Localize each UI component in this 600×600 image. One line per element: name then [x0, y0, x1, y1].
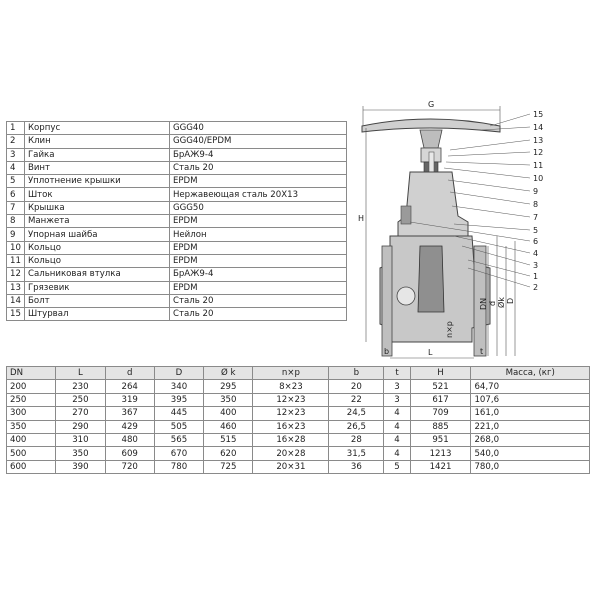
- dim-nxp: n×p: [445, 321, 454, 338]
- dimension-cell: 3: [384, 380, 410, 393]
- dimension-cell: 28: [329, 433, 384, 446]
- callout-number: 3: [533, 261, 539, 270]
- part-number: 13: [7, 281, 25, 294]
- dimension-row: [7, 393, 590, 406]
- dimension-cell: 16×23: [253, 420, 329, 433]
- part-material: Нержавеющая сталь 20Х13: [169, 188, 346, 201]
- dimension-cell: 3: [384, 393, 410, 406]
- dim-H: H: [358, 214, 365, 223]
- dimension-cell: 780,0: [471, 460, 590, 473]
- part-number: 14: [7, 294, 25, 307]
- dimension-row: [7, 407, 590, 420]
- dimension-cell: 505: [154, 420, 203, 433]
- callout-leader: [448, 180, 530, 191]
- dimension-row: [7, 460, 590, 473]
- part-material: EPDM: [169, 175, 346, 188]
- part-number: 2: [7, 135, 25, 148]
- dimension-cell: 620: [204, 447, 253, 460]
- callout-leader: [450, 192, 530, 204]
- callout-leader: [446, 162, 530, 165]
- dimension-cell: 521: [410, 380, 471, 393]
- part-row: [7, 241, 347, 254]
- callout-number: 6: [533, 237, 539, 246]
- dimension-cell: 725: [204, 460, 253, 473]
- dimension-cell: 1421: [410, 460, 471, 473]
- dimension-cell: 264: [105, 380, 154, 393]
- part-material: EPDM: [169, 241, 346, 254]
- dimension-cell: 600: [7, 460, 56, 473]
- dimension-cell: 445: [154, 407, 203, 420]
- dimension-cell: 720: [105, 460, 154, 473]
- callout-number: 13: [533, 136, 544, 145]
- dim-d: d: [488, 300, 497, 306]
- dimension-header: b: [329, 367, 384, 380]
- part-row: [7, 122, 347, 135]
- part-number: 10: [7, 241, 25, 254]
- dimension-header: DN: [7, 367, 56, 380]
- dimension-cell: 161,0: [471, 407, 590, 420]
- callout-number: 8: [533, 200, 539, 209]
- part-material: GGG50: [169, 201, 346, 214]
- dimension-cell: 4: [384, 407, 410, 420]
- callout-number: 4: [533, 249, 539, 258]
- dim-b: b: [384, 347, 390, 356]
- dimension-cell: 390: [56, 460, 105, 473]
- callout-number: 7: [533, 213, 539, 222]
- part-name: Винт: [24, 161, 169, 174]
- dimension-cell: 24,5: [329, 407, 384, 420]
- part-row: [7, 148, 347, 161]
- part-number: 12: [7, 268, 25, 281]
- dimension-cell: 617: [410, 393, 471, 406]
- dimension-header: Ø k: [204, 367, 253, 380]
- part-name: Штурвал: [24, 308, 169, 321]
- bonnet: [398, 172, 468, 236]
- dimension-cell: 350: [56, 447, 105, 460]
- dimension-row: [7, 447, 590, 460]
- dimension-cell: 460: [204, 420, 253, 433]
- dimension-cell: 12×23: [253, 407, 329, 420]
- dimension-cell: 1213: [410, 447, 471, 460]
- dimension-cell: 64,70: [471, 380, 590, 393]
- dimension-cell: 350: [204, 393, 253, 406]
- bonnet-bolt: [401, 206, 411, 224]
- part-row: [7, 201, 347, 214]
- part-name: Грязевик: [24, 281, 169, 294]
- part-row: [7, 254, 347, 267]
- part-number: 1: [7, 122, 25, 135]
- dimension-cell: 609: [105, 447, 154, 460]
- dimension-cell: 22: [329, 393, 384, 406]
- callout-leader: [452, 206, 530, 217]
- part-material: EPDM: [169, 254, 346, 267]
- part-name: Болт: [24, 294, 169, 307]
- callout-number: 10: [533, 174, 544, 183]
- port-circle: [397, 287, 415, 305]
- dim-G: G: [428, 100, 435, 109]
- dimension-header: d: [105, 367, 154, 380]
- callout-number: 9: [533, 187, 539, 196]
- dimension-cell: 4: [384, 447, 410, 460]
- part-number: 15: [7, 308, 25, 321]
- part-name: Клин: [24, 135, 169, 148]
- dimension-cell: 780: [154, 460, 203, 473]
- dimension-cell: 250: [7, 393, 56, 406]
- part-material: EPDM: [169, 215, 346, 228]
- dimension-header: Масса, (кг): [471, 367, 590, 380]
- dimension-cell: 31,5: [329, 447, 384, 460]
- dimension-cell: 16×28: [253, 433, 329, 446]
- part-number: 8: [7, 215, 25, 228]
- dimension-cell: 400: [204, 407, 253, 420]
- part-row: [7, 308, 347, 321]
- dimension-cell: 540,0: [471, 447, 590, 460]
- dimension-cell: 300: [7, 407, 56, 420]
- dimension-cell: 367: [105, 407, 154, 420]
- part-number: 5: [7, 175, 25, 188]
- part-name: Кольцо: [24, 241, 169, 254]
- dim-L: L: [428, 348, 433, 357]
- part-number: 11: [7, 254, 25, 267]
- part-name: Манжета: [24, 215, 169, 228]
- dimension-cell: 230: [56, 380, 105, 393]
- wedge: [418, 246, 444, 312]
- dimension-cell: 12×23: [253, 393, 329, 406]
- gate-valve-drawing: [350, 96, 600, 364]
- dimension-cell: 319: [105, 393, 154, 406]
- dimension-row: [7, 420, 590, 433]
- dim-D: D: [506, 297, 515, 304]
- dimension-cell: 8×23: [253, 380, 329, 393]
- dimension-cell: 310: [56, 433, 105, 446]
- part-name: Уплотнение крышки: [24, 175, 169, 188]
- dimension-cell: 20×28: [253, 447, 329, 460]
- part-row: [7, 215, 347, 228]
- part-material: Сталь 20: [169, 294, 346, 307]
- dimension-cell: 5: [384, 460, 410, 473]
- callout-leader: [444, 168, 530, 178]
- dimension-header: n×p: [253, 367, 329, 380]
- part-material: БрАЖ9-4: [169, 268, 346, 281]
- part-name: Кольцо: [24, 254, 169, 267]
- dimension-cell: 250: [56, 393, 105, 406]
- dimension-cell: 951: [410, 433, 471, 446]
- part-name: Упорная шайба: [24, 228, 169, 241]
- callout-leader: [490, 114, 530, 126]
- callout-number: 11: [533, 161, 544, 170]
- dimension-row: [7, 380, 590, 393]
- dimension-cell: 20×31: [253, 460, 329, 473]
- part-material: Сталь 20: [169, 308, 346, 321]
- dimension-cell: 270: [56, 407, 105, 420]
- dimension-cell: 200: [7, 380, 56, 393]
- dimension-header: t: [384, 367, 410, 380]
- callout-leader: [448, 152, 530, 156]
- part-row: [7, 294, 347, 307]
- part-number: 6: [7, 188, 25, 201]
- dimension-cell: 4: [384, 420, 410, 433]
- dimension-header: D: [154, 367, 203, 380]
- dimension-cell: 500: [7, 447, 56, 460]
- dim-t: t: [480, 347, 484, 356]
- part-material: EPDM: [169, 281, 346, 294]
- callout-leader: [450, 140, 530, 150]
- dimension-cell: 26,5: [329, 420, 384, 433]
- dimension-cell: 20: [329, 380, 384, 393]
- part-row: [7, 135, 347, 148]
- part-name: Крышка: [24, 201, 169, 214]
- part-number: 3: [7, 148, 25, 161]
- part-row: [7, 188, 347, 201]
- part-name: Корпус: [24, 122, 169, 135]
- callout-number: 1: [533, 272, 539, 281]
- dim-DN: DN: [479, 297, 488, 310]
- dimension-cell: 221,0: [471, 420, 590, 433]
- handwheel-spoke: [420, 130, 442, 148]
- dimension-header: H: [410, 367, 471, 380]
- dimension-cell: 885: [410, 420, 471, 433]
- dimensions-table: [6, 366, 590, 474]
- dimension-cell: 480: [105, 433, 154, 446]
- dim-k: Øk: [497, 297, 506, 308]
- dimension-header: L: [56, 367, 105, 380]
- dimension-cell: 107,6: [471, 393, 590, 406]
- part-number: 9: [7, 228, 25, 241]
- part-name: Гайка: [24, 148, 169, 161]
- part-material: Нейлон: [169, 228, 346, 241]
- dimension-cell: 4: [384, 433, 410, 446]
- dimension-cell: 429: [105, 420, 154, 433]
- dimension-cell: 290: [56, 420, 105, 433]
- dimension-cell: 515: [204, 433, 253, 446]
- part-row: [7, 268, 347, 281]
- part-material: GGG40: [169, 122, 346, 135]
- dimension-cell: 295: [204, 380, 253, 393]
- parts-table: [6, 121, 347, 321]
- dimension-cell: 400: [7, 433, 56, 446]
- dimension-cell: 350: [7, 420, 56, 433]
- left-flange: [382, 246, 392, 356]
- dimension-cell: 395: [154, 393, 203, 406]
- callout-number: 15: [533, 110, 544, 119]
- callout-number: 2: [533, 283, 539, 292]
- part-name: Шток: [24, 188, 169, 201]
- part-row: [7, 281, 347, 294]
- part-material: GGG40/EPDM: [169, 135, 346, 148]
- dimension-cell: 670: [154, 447, 203, 460]
- part-material: БрАЖ9-4: [169, 148, 346, 161]
- dimension-cell: 340: [154, 380, 203, 393]
- part-row: [7, 161, 347, 174]
- dimension-cell: 268,0: [471, 433, 590, 446]
- dimension-cell: 709: [410, 407, 471, 420]
- dimension-cell: 36: [329, 460, 384, 473]
- part-row: [7, 175, 347, 188]
- dimension-row: [7, 433, 590, 446]
- part-row: [7, 228, 347, 241]
- part-number: 4: [7, 161, 25, 174]
- dimension-cell: 565: [154, 433, 203, 446]
- part-number: 7: [7, 201, 25, 214]
- callout-number: 5: [533, 226, 539, 235]
- callout-number: 12: [533, 148, 544, 157]
- part-material: Сталь 20: [169, 161, 346, 174]
- part-name: Сальниковая втулка: [24, 268, 169, 281]
- callout-number: 14: [533, 123, 544, 132]
